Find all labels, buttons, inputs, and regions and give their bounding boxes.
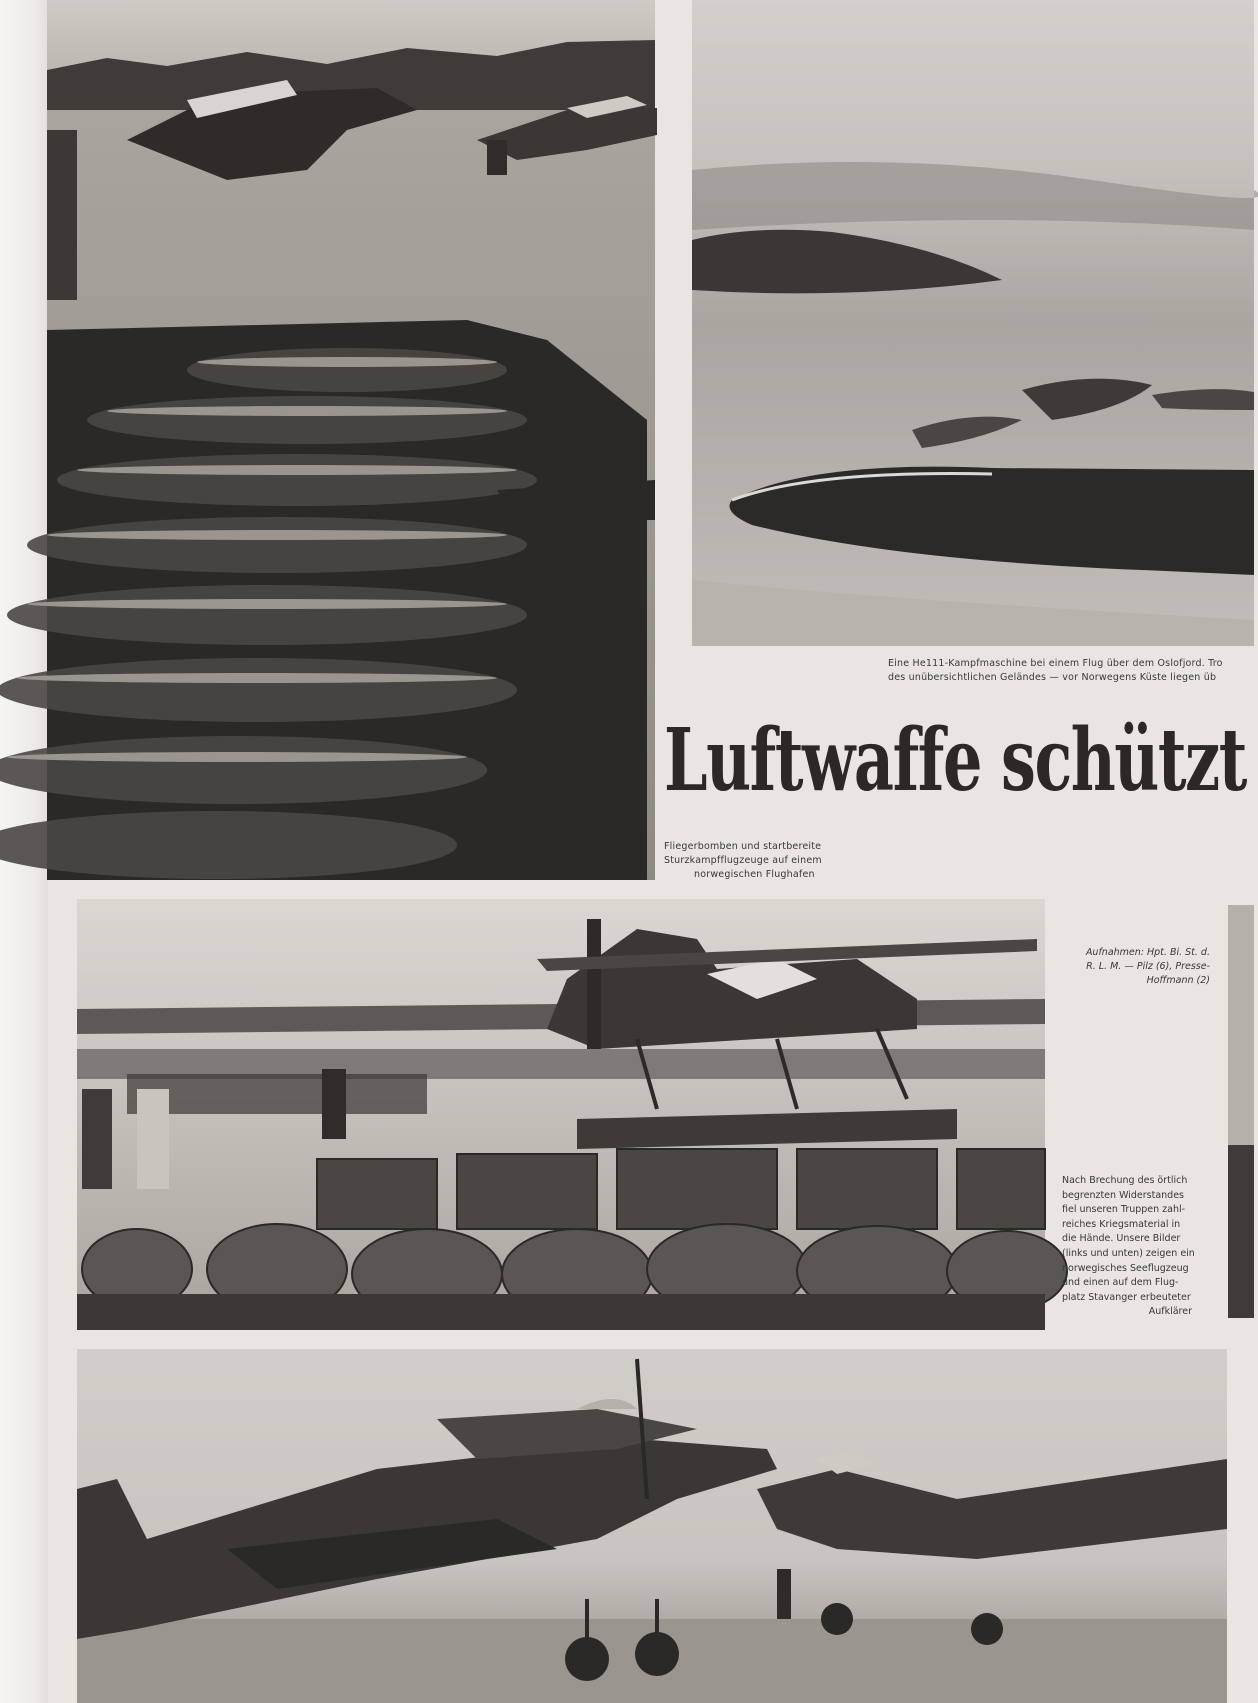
body-line-1: Nach Brechung des örtlich (1062, 1175, 1188, 1186)
caption-fjord-line-1: Eine He111-Kampfmaschine bei einem Flug über dem Oslofjord. Tro (888, 658, 1223, 669)
body-line-9: platz Stavanger erbeuteter (1062, 1291, 1191, 1303)
body-line-3: fiel unseren Truppen zahl- (1062, 1204, 1186, 1216)
body-line-10: Aufklärer (1148, 1306, 1192, 1318)
body-line-6: (links und unten) zeigen ein (1062, 1247, 1195, 1259)
caption-fjord (888, 657, 1258, 685)
photo-bombs-and-planes (47, 0, 655, 880)
headline: Luftwaffe schützt (664, 710, 1246, 811)
body-line-4: reiches Kriegsmaterial in (1062, 1218, 1181, 1230)
body-line-5: die Hände. Unsere Bilder (1062, 1233, 1181, 1245)
photo-seaplane-and-barrels (77, 899, 1045, 1330)
credits-line-1: Aufnahmen: Hpt. Bi. St. d. (1085, 947, 1210, 958)
body-line-2: begrenzten Widerstandes (1062, 1189, 1185, 1201)
caption-bombs-line-2: Sturzkampfflugzeuge auf einem (664, 855, 822, 866)
photo-captured-aircraft (77, 1349, 1227, 1703)
caption-bombs (664, 840, 894, 882)
body-line-8: und einen auf dem Flug- (1062, 1277, 1179, 1289)
body-line-7: norwegisches Seeflugzeug (1062, 1262, 1189, 1274)
caption-fjord-line-2: des unübersichtlichen Geländes — vor Norwegens Küste liegen üb (888, 672, 1217, 683)
credits-line-2: R. L. M. — Pilz (6), Presse- (1086, 961, 1210, 972)
body-text (1062, 1174, 1212, 1320)
credits-line-3: Hoffmann (2) (1146, 975, 1210, 986)
photo-fjord-flight (692, 0, 1254, 646)
caption-bombs-line-1: Fliegerbomben und startbereite (664, 841, 822, 852)
photo-credits (1058, 946, 1210, 988)
photo-edge-strip (1228, 905, 1254, 1318)
caption-bombs-line-3: norwegischen Flughafen (694, 869, 815, 880)
